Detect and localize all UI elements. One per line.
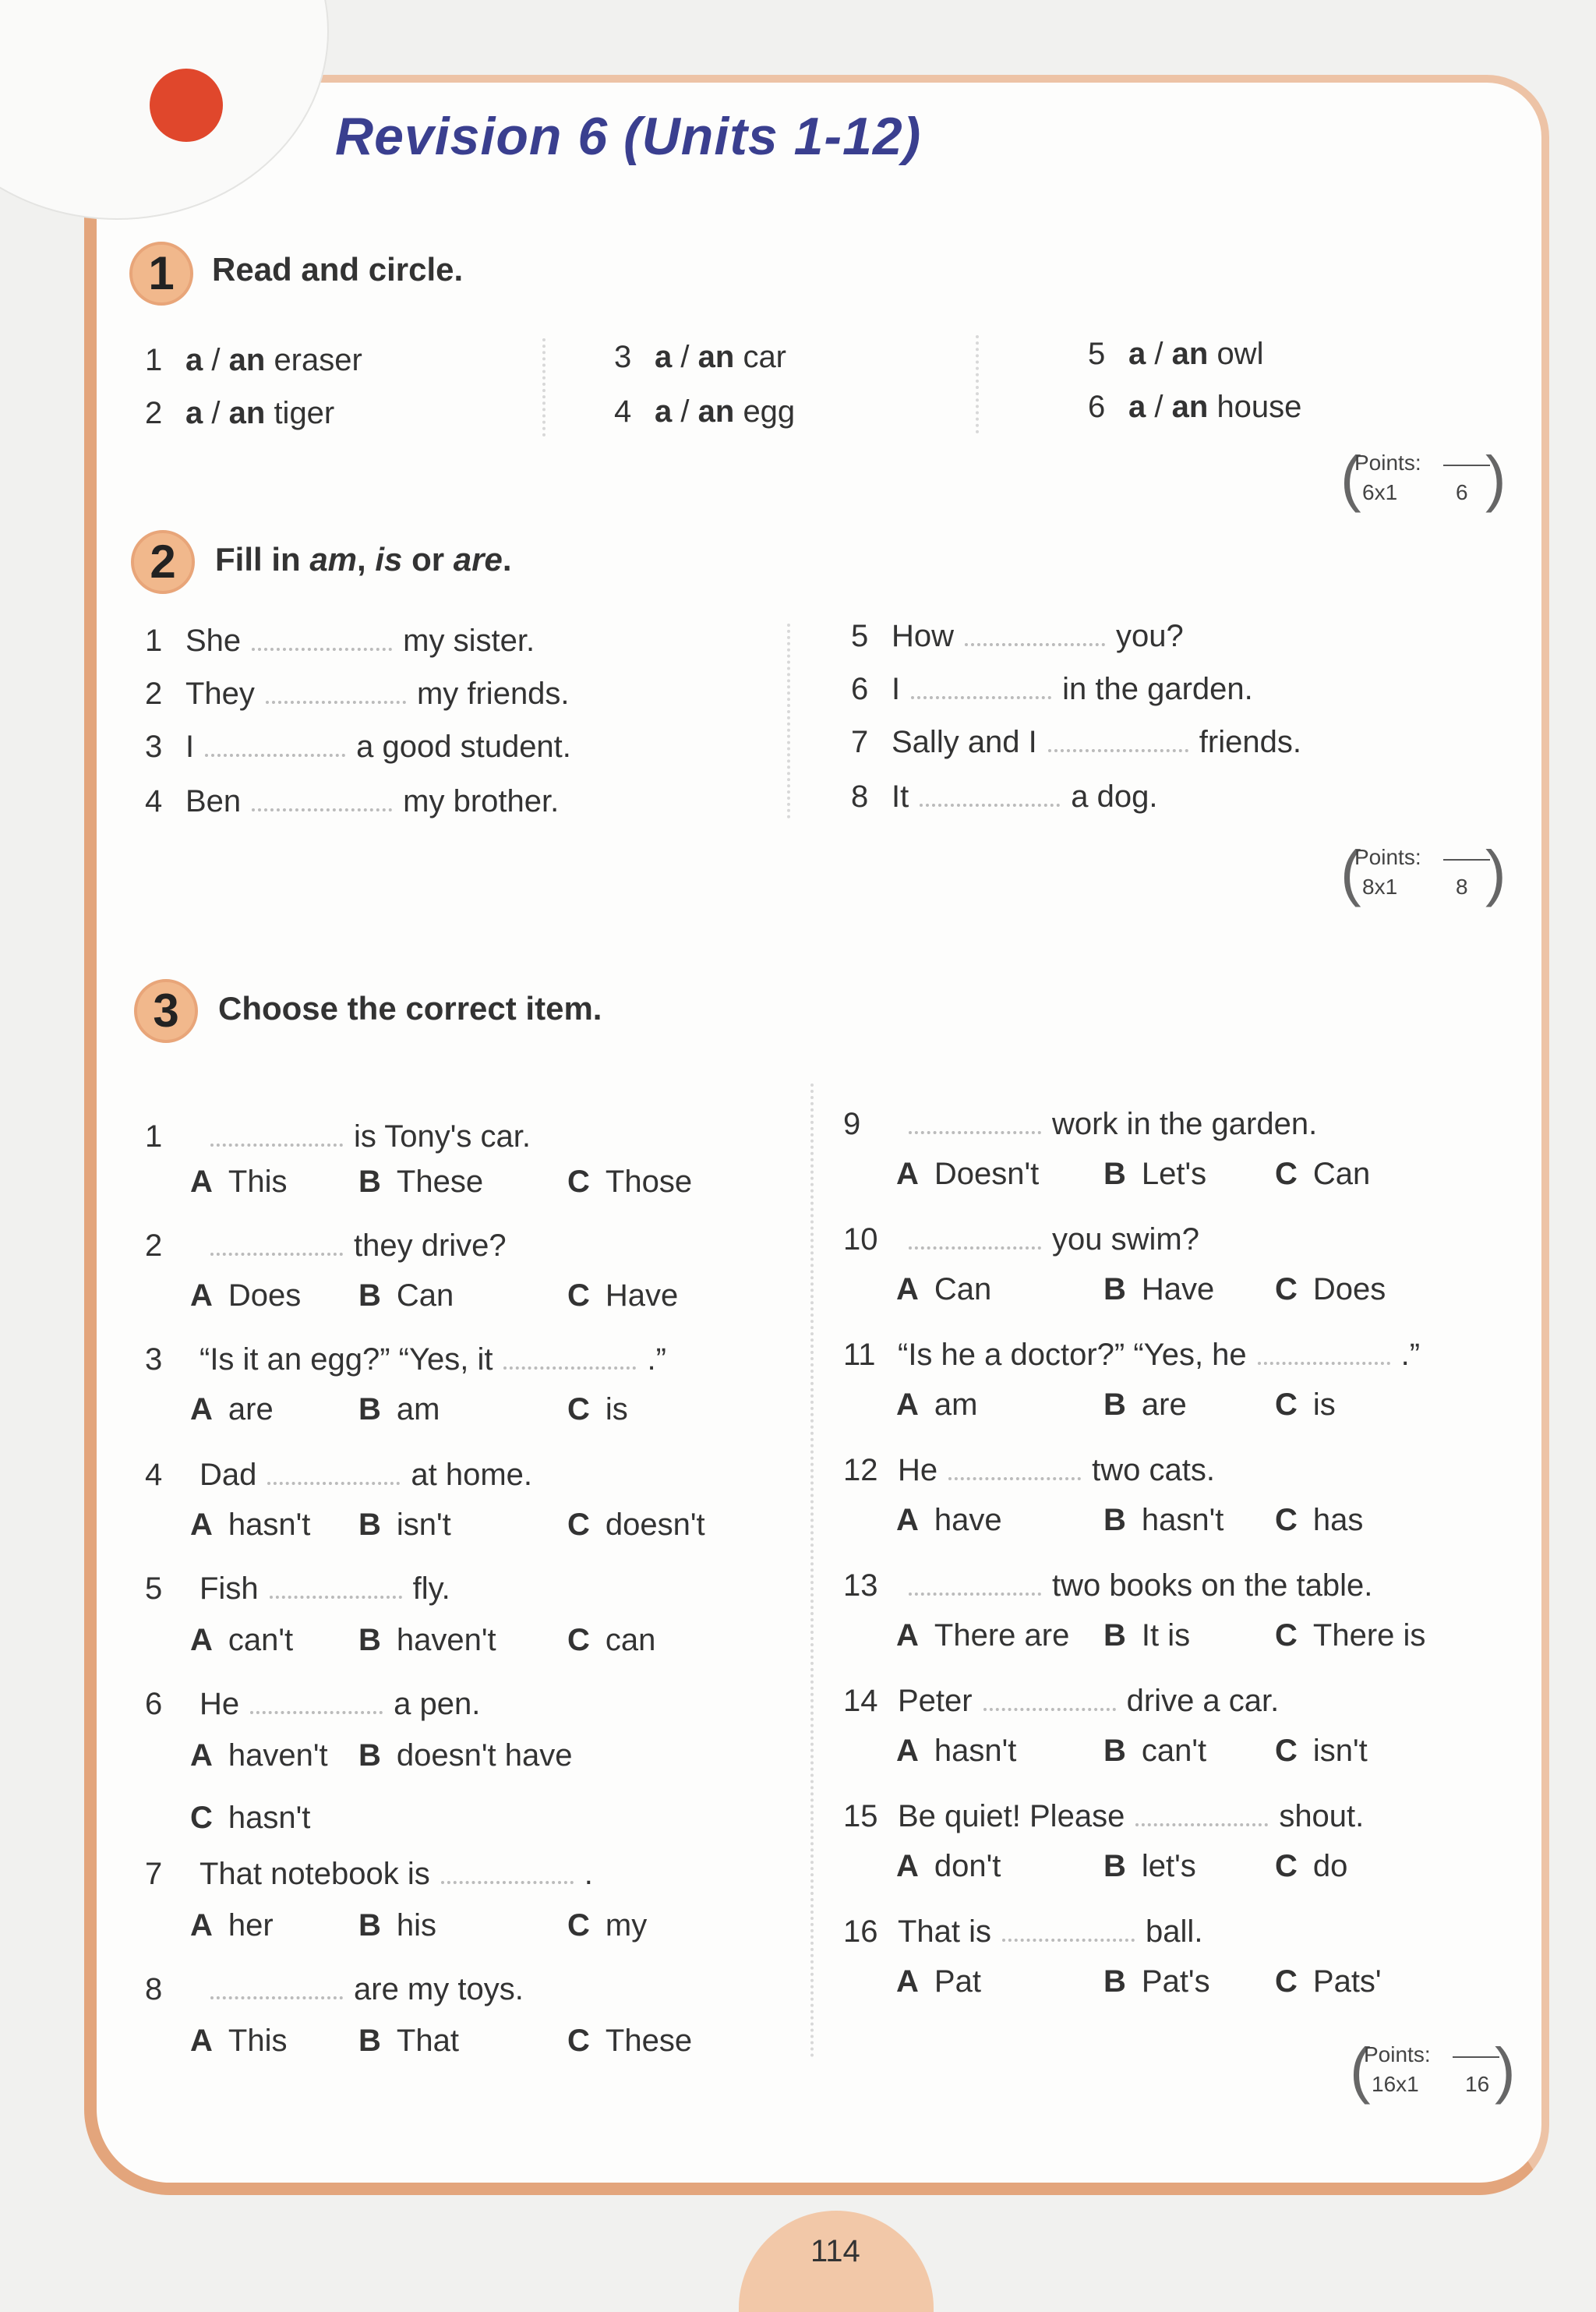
s3-q12-option-b[interactable]: B hasn't xyxy=(1103,1503,1224,1537)
s2-item-4: 4 Ben my brother. xyxy=(145,784,560,818)
s3-q14-option-a[interactable]: A hasn't xyxy=(896,1734,1017,1768)
s3-question-10: 10 you swim? xyxy=(843,1222,1199,1257)
s3-q14-option-c[interactable]: C isn't xyxy=(1275,1734,1368,1768)
s3-q6-option-a[interactable]: A haven't xyxy=(190,1738,328,1773)
s3-q13-option-c[interactable]: C There is xyxy=(1275,1618,1426,1653)
s3-q2-option-a[interactable]: A Does xyxy=(190,1278,302,1313)
s3-q4-option-c[interactable]: C doesn't xyxy=(567,1508,705,1542)
s1-item-2: 2 a / an tiger xyxy=(145,396,335,430)
s3-q16-option-c[interactable]: C Pats' xyxy=(1275,1964,1382,1999)
page-title: Revision 6 (Units 1-12) xyxy=(335,107,922,166)
answer-blank xyxy=(270,1588,402,1599)
s3-q12-option-c[interactable]: C has xyxy=(1275,1503,1364,1537)
answer-blank xyxy=(267,1474,400,1485)
answer-blank xyxy=(909,1239,1041,1250)
s3-q9-option-b[interactable]: B Let's xyxy=(1103,1157,1207,1191)
s3-q16-option-a[interactable]: A Pat xyxy=(896,1964,981,1999)
s3-q6-option-b[interactable]: B doesn't have xyxy=(358,1738,573,1773)
s2-points-box: ( Points: 8x1 8 ) xyxy=(1340,838,1506,907)
s3-q5-option-b[interactable]: B haven't xyxy=(358,1623,496,1657)
s3-q8-option-a[interactable]: A This xyxy=(190,2024,288,2058)
divider xyxy=(787,624,790,818)
s3-q7-option-a[interactable]: A her xyxy=(190,1908,274,1943)
answer-blank xyxy=(503,1359,636,1370)
s2-item-8: 8 It a dog. xyxy=(851,780,1158,814)
answer-blank xyxy=(948,1469,1081,1480)
s3-question-5: 5 Fish fly. xyxy=(145,1571,450,1606)
s3-q1-option-b[interactable]: B These xyxy=(358,1165,484,1199)
s1-item-6: 6 a / an house xyxy=(1088,390,1302,424)
s2-item-3: 3 I a good student. xyxy=(145,730,571,764)
s3-question-14: 14 Peter drive a car. xyxy=(843,1684,1280,1718)
s3-q6-option-c[interactable]: C hasn't xyxy=(190,1801,311,1835)
s3-q2-option-b[interactable]: B Can xyxy=(358,1278,454,1313)
s3-q11-option-c[interactable]: C is xyxy=(1275,1388,1336,1422)
s3-q9-option-c[interactable]: C Can xyxy=(1275,1157,1371,1191)
s3-q5-option-c[interactable]: C can xyxy=(567,1623,656,1657)
divider xyxy=(976,335,979,433)
red-dot-decoration xyxy=(150,69,223,142)
s3-question-3: 3 “Is it an egg?” “Yes, it .” xyxy=(145,1342,666,1377)
answer-blank xyxy=(250,1703,383,1714)
s3-q15-option-a[interactable]: A don't xyxy=(896,1849,1001,1883)
s3-question-8: 8 are my toys. xyxy=(145,1972,524,2006)
s3-q1-option-c[interactable]: C Those xyxy=(567,1165,693,1199)
s2-item-7: 7 Sally and I friends. xyxy=(851,725,1301,759)
s3-q8-option-b[interactable]: B That xyxy=(358,2024,459,2058)
answer-blank xyxy=(1258,1354,1390,1365)
s1-item-5: 5 a / an owl xyxy=(1088,337,1264,371)
s3-question-9: 9 work in the garden. xyxy=(843,1107,1318,1141)
s3-q11-option-a[interactable]: A am xyxy=(896,1388,978,1422)
s3-q13-option-b[interactable]: B It is xyxy=(1103,1618,1191,1653)
s2-item-5: 5 How you? xyxy=(851,619,1184,653)
answer-blank xyxy=(210,1136,343,1147)
s3-q15-option-b[interactable]: B let's xyxy=(1103,1849,1196,1883)
answer-blank xyxy=(909,1585,1041,1596)
s3-q8-option-c[interactable]: C These xyxy=(567,2024,693,2058)
s3-q16-option-b[interactable]: B Pat's xyxy=(1103,1964,1210,1999)
s3-question-6: 6 He a pen. xyxy=(145,1687,481,1721)
s3-points-box: ( Points: 16x1 16 ) xyxy=(1350,2035,1516,2105)
s3-question-13: 13 two books on the table. xyxy=(843,1568,1373,1603)
s3-q7-option-c[interactable]: C my xyxy=(567,1908,648,1943)
s3-question-16: 16 That is ball. xyxy=(843,1914,1203,1949)
s3-q7-option-b[interactable]: B his xyxy=(358,1908,437,1943)
answer-blank xyxy=(909,1123,1041,1134)
s3-q3-option-c[interactable]: C is xyxy=(567,1392,628,1426)
s3-q14-option-b[interactable]: B can't xyxy=(1103,1734,1207,1768)
s3-q15-option-c[interactable]: C do xyxy=(1275,1849,1348,1883)
divider xyxy=(542,338,546,437)
s3-q4-option-a[interactable]: A hasn't xyxy=(190,1508,311,1542)
s3-q13-option-a[interactable]: A There are xyxy=(896,1618,1070,1653)
s1-item-1: 1 a / an eraser xyxy=(145,343,362,377)
s2-item-2: 2 They my friends. xyxy=(145,677,570,711)
s3-q5-option-a[interactable]: A can't xyxy=(190,1623,294,1657)
answer-blank xyxy=(1135,1815,1268,1826)
s3-q11-option-b[interactable]: B are xyxy=(1103,1388,1187,1422)
s3-question-11: 11 “Is he a doctor?” “Yes, he .” xyxy=(843,1338,1421,1372)
s3-q2-option-c[interactable]: C Have xyxy=(567,1278,679,1313)
s3-question-15: 15 Be quiet! Please shout. xyxy=(843,1799,1365,1833)
s3-q3-option-b[interactable]: B am xyxy=(358,1392,440,1426)
section-2-number: 2 xyxy=(131,530,195,594)
section-1-number: 1 xyxy=(129,242,193,306)
s3-question-7: 7 That notebook is . xyxy=(145,1857,593,1891)
s3-q10-option-c[interactable]: C Does xyxy=(1275,1272,1386,1306)
section-3-title: Choose the correct item. xyxy=(218,990,602,1027)
section-1-title: Read and circle. xyxy=(212,251,464,288)
answer-blank xyxy=(1002,1931,1135,1942)
answer-blank xyxy=(983,1700,1116,1711)
s3-q1-option-a[interactable]: A This xyxy=(190,1165,288,1199)
s3-q3-option-a[interactable]: A are xyxy=(190,1392,274,1426)
s3-q4-option-b[interactable]: B isn't xyxy=(358,1508,451,1542)
s3-q10-option-b[interactable]: B Have xyxy=(1103,1272,1215,1306)
page-number: 114 xyxy=(810,2234,860,2268)
s3-question-2: 2 they drive? xyxy=(145,1228,507,1263)
section-2-title: Fill in am, is or are. xyxy=(215,541,512,578)
answer-blank xyxy=(210,1245,343,1256)
s2-item-6: 6 I in the garden. xyxy=(851,672,1253,706)
s3-q12-option-a[interactable]: A have xyxy=(896,1503,1002,1537)
divider xyxy=(810,1084,814,2058)
s3-question-12: 12 He two cats. xyxy=(843,1453,1215,1487)
s1-item-3: 3 a / an car xyxy=(614,340,787,374)
answer-blank xyxy=(210,1989,343,1999)
s3-q10-option-a[interactable]: A Can xyxy=(896,1272,992,1306)
s2-item-1: 1 She my sister. xyxy=(145,624,535,658)
s1-item-4: 4 a / an egg xyxy=(614,394,796,429)
s3-question-4: 4 Dad at home. xyxy=(145,1458,533,1492)
s3-q9-option-a[interactable]: A Doesn't xyxy=(896,1157,1040,1191)
s3-question-1: 1 is Tony's car. xyxy=(145,1119,531,1154)
section-3-number: 3 xyxy=(134,979,198,1043)
answer-blank xyxy=(441,1873,574,1884)
s1-points-box: ( Points: 6x1 6 ) xyxy=(1340,444,1506,513)
